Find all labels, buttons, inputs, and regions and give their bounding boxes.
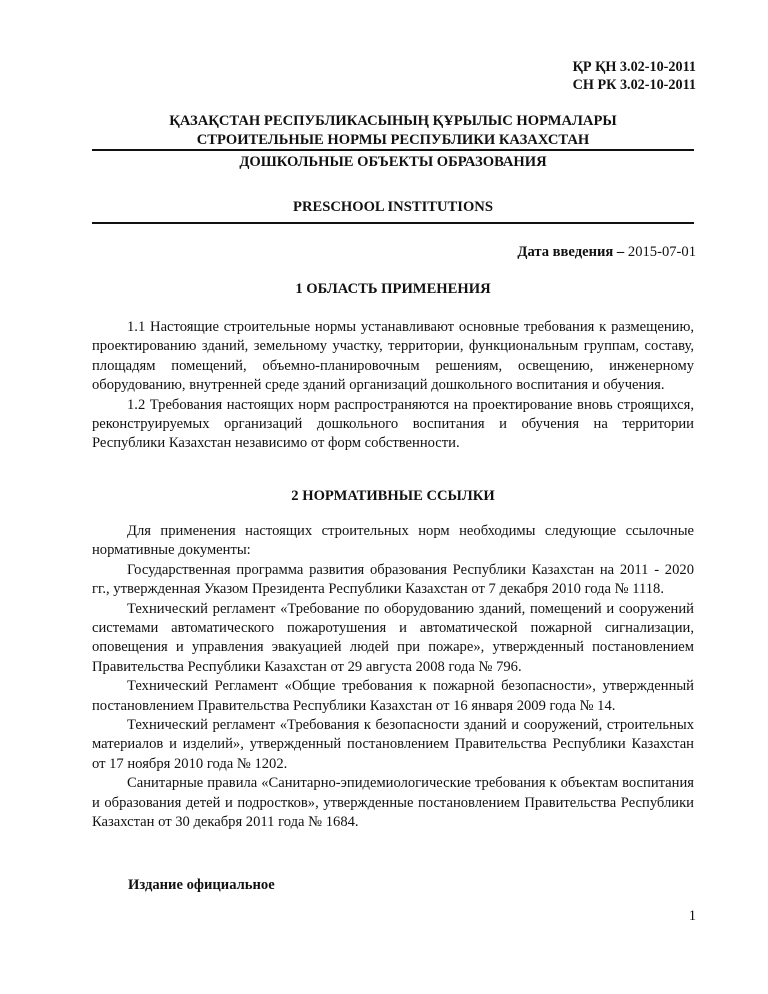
title-line-kz: ҚАЗАҚСТАН РЕСПУБЛИКАСЫНЫҢ ҚҰРЫЛЫС НОРМАЛАРЫ bbox=[169, 113, 617, 129]
document-title bbox=[92, 112, 694, 149]
section2-paragraph-4: Технический Регламент «Общие требования к пожарной безопасности», утвержденный постановлением Правительства Республики Казахстан от 16 января 2009 года № 14. bbox=[92, 678, 694, 714]
section2-body bbox=[92, 522, 694, 833]
code-ru: СН РК 3.02-10-2011 bbox=[572, 77, 696, 93]
section2-paragraph-1: Для применения настоящих строительных норм необходимы следующие ссылочные нормативные документы: bbox=[92, 523, 694, 559]
section1-heading: 1 ОБЛАСТЬ ПРИМЕНЕНИЯ bbox=[295, 281, 491, 297]
intro-date-value: 2015-07-01 bbox=[627, 244, 696, 260]
subject-en: PRESCHOOL INSTITUTIONS bbox=[293, 199, 493, 215]
section1-body bbox=[92, 318, 694, 454]
title-divider bbox=[92, 149, 694, 151]
document-codes bbox=[573, 58, 696, 94]
section2-paragraph-5: Технический регламент «Требования к безопасности зданий и сооружений, строительных материалов и изделий», утвержденный постановлением Правительства Республики Казахстан от 17 ноября 2010 года № 1202. bbox=[92, 717, 694, 772]
edition-note: Издание официальное bbox=[128, 877, 275, 893]
section1-paragraph-2: 1.2 Требования настоящих норм распространяются на проектирование вновь строящихся, реконструируемых организаций дошкольного воспитания и обучения на территории Республики Казахстан независимо от форм собственности. bbox=[92, 396, 694, 452]
page-number: 1 bbox=[688, 908, 696, 924]
subject-divider bbox=[92, 222, 694, 224]
intro-date-label: Дата введения – bbox=[517, 244, 625, 260]
section1-paragraph-1: 1.1 Настоящие строительные нормы устанавливают основные требования к размещению, проектированию зданий, земельному участку, территории, функциональным группам, составу, площадям помещений, объемно-планировочным решениям, освещению, инженерному оборудованию, внутренней среде зданий организаций дошкольного воспитания и обучения. bbox=[92, 319, 694, 394]
section2-paragraph-6: Санитарные правила «Санитарно-эпидемиологические требования к объектам воспитания и образования детей и подростков», утвержденные постановлением Правительства Республики Казахстан от 30 декабря 2011 года № 1684. bbox=[92, 775, 694, 831]
intro-date bbox=[517, 243, 696, 262]
section2-paragraph-2: Государственная программа развития образования Республики Казахстан на 2011 - 2020 гг., утвержденная Указом Президента Республики Казахстан от 7 декабря 2010 года № 1118. bbox=[92, 561, 694, 598]
subject-ru: ДОШКОЛЬНЫЕ ОБЪЕКТЫ ОБРАЗОВАНИЯ bbox=[239, 154, 547, 170]
code-kz: ҚР ҚН 3.02-10-2011 bbox=[572, 59, 696, 75]
section2-paragraph-3: Технический регламент «Требование по оборудованию зданий, помещений и сооружений системами автоматического пожаротушения и автоматической пожарной сигнализации, оповещения и управления эвакуацией людей при пожаре», утвержденный постановлением Правительства Республики Казахстан от 29 августа 2008 года № 796. bbox=[92, 600, 694, 675]
section2-heading: 2 НОРМАТИВНЫЕ ССЫЛКИ bbox=[291, 488, 495, 504]
title-line-ru: СТРОИТЕЛЬНЫЕ НОРМЫ РЕСПУБЛИКИ КАЗАХСТАН bbox=[196, 131, 590, 148]
